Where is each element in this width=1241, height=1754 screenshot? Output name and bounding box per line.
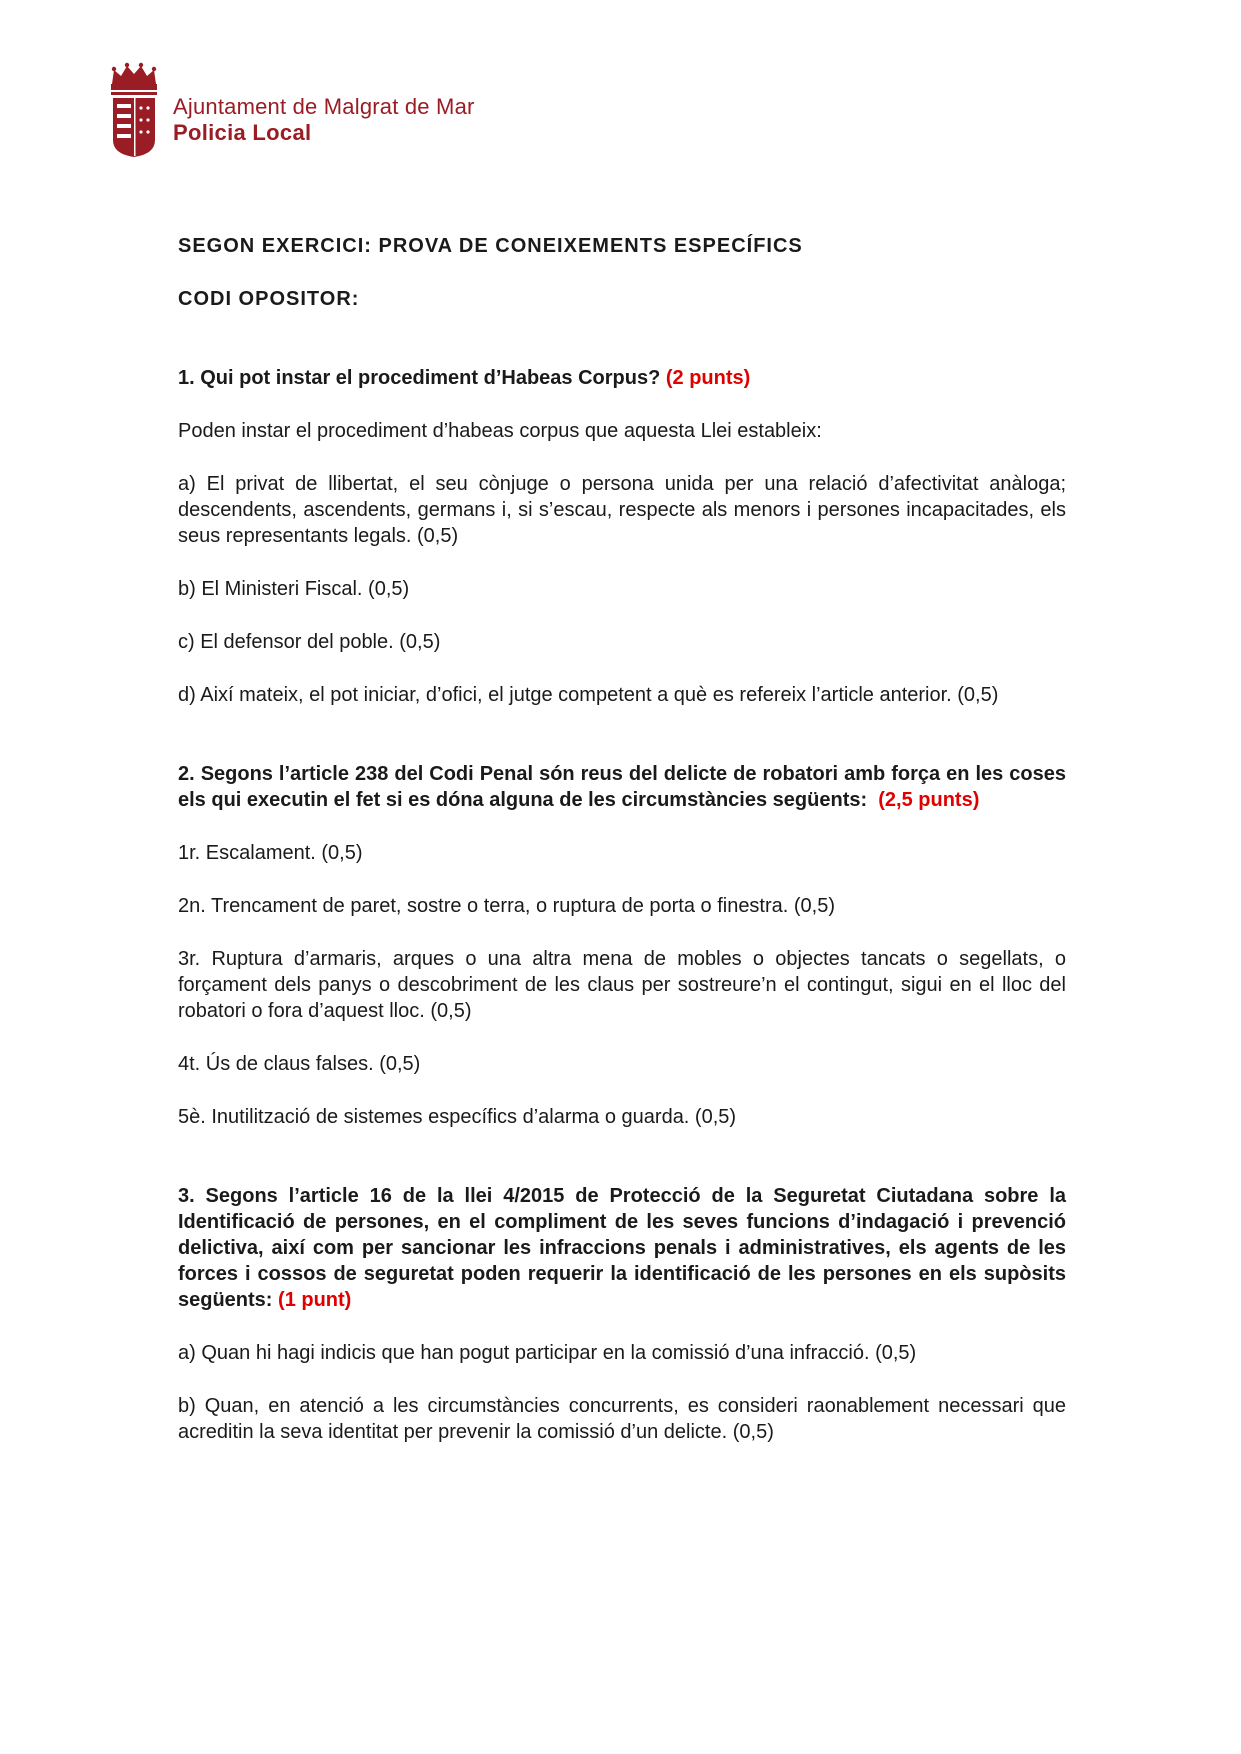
candidate-code-label: CODI OPOSITOR: [178,288,360,310]
question-1-intro: Poden instar el procediment d’habeas corpus que aquesta Llei estableix: [178,420,822,442]
answer-1a: a) El privat de llibertat, el seu cònjuge o persona unida per una relació d’afectivitat anàloga; descendents, ascendents, germans i, si s’escau, respecte als menors i persones incapacitades, els seus representants legals. (0,5) [178,473,1066,547]
question-2-title [178,761,1066,813]
org-name: Ajuntament de Malgrat de Mar [173,94,475,119]
question-3-text: 3. Segons l’article 16 de la llei 4/2015 de Protecció de la Seguretat Ciutadana sobre la Identificació de persones, en el compliment de les seves funcions d’indagació i prevenció delictiva, així com per sancionar les infraccions penals i administratives, els agents de les forces i cossos de seguretat poden requerir la identificació de les persones en els supòsits següents: [178,1185,1066,1311]
exam-document [178,234,1066,1445]
question-3-title [178,1183,1066,1313]
answer-3b: b) Quan, en atenció a les circumstàncies concurrents, es consideri raonablement necessari que acreditin la seva identitat per prevenir la comissió d’un delicte. (0,5) [178,1395,1066,1443]
question-1-points: (2 punts) [665,367,751,389]
question-3-points: (1 punt) [278,1289,352,1311]
answer-1b: b) El Ministeri Fiscal. (0,5) [178,578,410,600]
answer-2-4: 4t. Ús de claus falses. (0,5) [178,1053,421,1075]
answer-1d: d) Així mateix, el pot iniciar, d’ofici, el jutge competent a què es refereix l’article anterior. (0,5) [178,684,999,706]
answer-1c: c) El defensor del poble. (0,5) [178,631,441,653]
question-2-points: (2,5 punts) [878,789,980,811]
answer-3a: a) Quan hi hagi indicis que han pogut participar en la comissió d’una infracció. (0,5) [178,1342,917,1364]
municipal-coat-of-arms-icon [108,62,160,158]
exam-title: SEGON EXERCICI: PROVA DE CONEIXEMENTS ESPECÍFICS [178,235,803,257]
answer-2-5: 5è. Inutilització de sistemes específics d’alarma o guarda. (0,5) [178,1106,737,1128]
answer-2-2: 2n. Trencament de paret, sostre o terra, o ruptura de porta o finestra. (0,5) [178,895,836,917]
answer-2-3: 3r. Ruptura d’armaris, arques o una altra mena de mobles o objectes tancats o segellats, o forçament dels panys o descobriment de les claus per sostreure’n el contingut, sigui en el lloc del robatori o fora d’aquest lloc. (0,5) [178,948,1066,1022]
question-1-title [178,365,1066,391]
question-1-text: 1. Qui pot instar el procediment d’Habeas Corpus? [178,367,661,389]
department-name: Policia Local [173,120,312,145]
question-2-text: 2. Segons l’article 238 del Codi Penal són reus del delicte de robatori amb força en les coses els qui executin el fet si es dóna alguna de les circumstàncies següents: [178,763,1066,811]
answer-2-1: 1r. Escalament. (0,5) [178,842,363,864]
